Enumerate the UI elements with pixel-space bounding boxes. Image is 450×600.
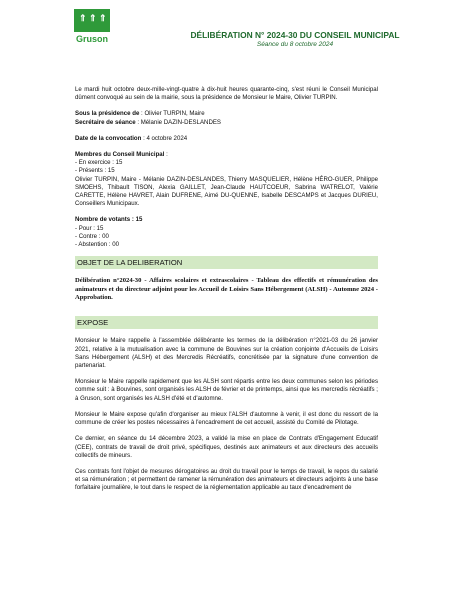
- membres-list: Olivier TURPIN, Maire - Mélanie DAZIN-DESLANDES, Thierry MASQUELIER, Hélène HÉRO-GUER, Philippe SMOEHS, Thibault TISON, Alexia GAILLET, Jean-Claude HAUTCOEUR, Sabrina WATRELOT, Valérie CARETTE, Hélène HAVRET, Alain DUFRENE, Aimé DU-QUENNE, Isabelle DESCAMPS et Jacques DURIEU, Conseillers Municipaux.: [75, 175, 378, 208]
- section-expose: EXPOSE: [75, 316, 378, 329]
- section-objet: OBJET DE LA DELIBERATION: [75, 256, 378, 269]
- votants-contre: - Contre : 00: [75, 232, 109, 240]
- expose-paragraph-1: Monsieur le Maire rappelle à l'assemblée délibérante les termes de la délibération n°2021-03 du 26 janvier 2021, relative à la mutualisation avec la commune de Bouvines sur la création conjointe d'Accueils de Loisirs Sans Hébergement (ALSH) et des Mercredis Récréatifs, concrétisée par la signature d'une convention de partenariat.: [75, 337, 378, 370]
- document-subtitle: Séance du 8 octobre 2024: [256, 41, 334, 48]
- intro-paragraph: Le mardi huit octobre deux-mille-vingt-quatre à dix-huit heures quarante-cinq, s'est réuni le Conseil Municipal dûment convoqué au sein de la mairie, sous la présidence de Monsieur le Maire, Olivier TURPIN.: [75, 86, 378, 102]
- membres-presents: - Présents : 15: [75, 167, 115, 175]
- expose-paragraph-3: Monsieur le Maire expose qu'afin d'organiser au mieux l'ALSH d'automne à venir, il est donc du ressort de la commune de créer les postes nécessaires à l'encadrement de cet accueil, assisté du Comité de Pilotage.: [75, 410, 378, 427]
- secretaire-line: Secrétaire de séance : Mélanie DAZIN-DESLANDES: [75, 118, 221, 126]
- logo-arrows-icon: ⇑ ⇑ ⇑: [74, 9, 110, 32]
- votants-abstention: - Abstention : 00: [75, 241, 120, 249]
- document-body: [75, 86, 378, 493]
- expose-paragraph-2: Monsieur le Maire rappelle rapidement que les ALSH sont répartis entre les deux communes selon les périodes comme suit : à Bouvines, sont organisés les ALSH de février et de printemps, ainsi que les mercredis récréatifs ; à Gruson, sont organisés les ALSH d'été et d'automne.: [75, 378, 378, 402]
- expose-paragraph-5: Ces contrats font l'objet de mesures dérogatoires au droit du travail pour le temps de travail, le repos du salarié et sa rémunération ; et permettent de ramener la rémunération des animateurs et directeurs adjoints à une base forfaitaire journalière, le tout dans le respect de la réglementation applicable au taux d'encadrement de: [75, 467, 378, 492]
- votants-pour: - Pour : 15: [75, 224, 104, 232]
- logo-name: Gruson: [75, 34, 108, 44]
- convocation-line: Date de la convocation : 4 octobre 2024: [75, 134, 188, 142]
- document-title: DÉLIBÉRATION N° 2024-30 DU CONSEIL MUNICIPAL: [190, 30, 400, 40]
- gruson-logo: [74, 9, 112, 55]
- expose-paragraph-4: Ce dernier, en séance du 14 décembre 2023, a validé la mise en place de Contrats d'Engagement Educatif (CEE), contrats de travail de droit privé, spécifiques, destinés aux animateurs et aux directeurs des accueils collectifs de mineurs.: [75, 435, 378, 459]
- votants-heading: Nombre de votants : 15: [75, 216, 143, 224]
- membres-exercice: - En exercice : 15: [75, 159, 123, 167]
- deliberation-title: Délibération n°2024-30 - Affaires scolaires et extrascolaires - Tableau des effectifs et rémunération des animateurs et du directeur adjoint pour les Accueil de Loisirs Sans Hébergement (ALSH) - Automne 2024 - Approbation.: [75, 277, 378, 302]
- presidence-line: Sous la présidence de : Olivier TURPIN, Maire: [75, 110, 205, 118]
- membres-heading: Membres du Conseil Municipal :: [75, 151, 168, 159]
